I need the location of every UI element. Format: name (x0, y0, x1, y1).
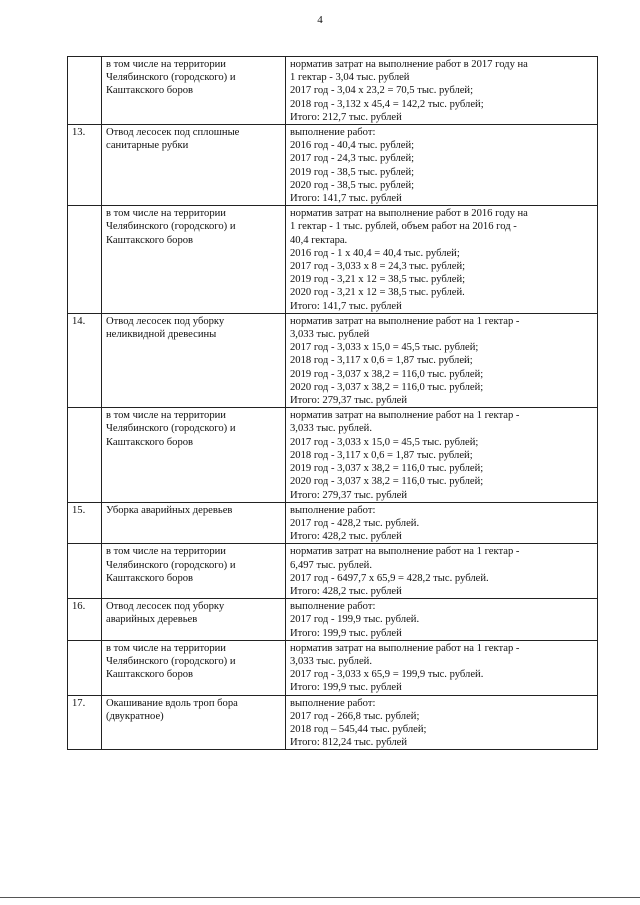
cost-calculation-line: 2019 год - 38,5 тыс. рублей; (290, 166, 415, 178)
measure-name-line: в том числе на территории (106, 410, 226, 422)
cost-calculation-line: Итого: 428,2 тыс. рублей (290, 531, 402, 543)
cost-calculation-line: 2018 год - 3,132 x 45,4 = 142,2 тыс. рублей; (290, 98, 484, 110)
cost-calculation (286, 599, 598, 641)
cost-calculation-line: 2016 год - 40,4 тыс. рублей; (290, 140, 415, 152)
table-row (68, 206, 598, 314)
measure-name-line: Отвод лесосек под сплошные (106, 127, 240, 139)
measure-name (102, 640, 286, 695)
cost-calculation-line: 2018 год – 545,44 тыс. рублей; (290, 723, 427, 735)
cost-calculation-line: 2019 год - 3,037 x 38,2 = 116,0 тыс. рублей; (290, 368, 484, 380)
cost-calculation-line: 2020 год - 3,037 x 38,2 = 116,0 тыс. рублей; (290, 381, 484, 393)
cost-calculation-line: 2018 год - 3,117 x 0,6 = 1,87 тыс. рублей; (290, 449, 473, 461)
cost-calculation-line: 2017 год - 199,9 тыс. рублей. (290, 614, 420, 626)
cost-calculation (286, 544, 598, 599)
measure-name-line: в том числе на территории (106, 642, 226, 654)
cost-calculation-line: норматив затрат на выполнение работ в 2017 году на (290, 59, 528, 70)
cost-calculation-line: 2020 год - 3,21 x 12 = 38,5 тыс. рублей. (290, 287, 465, 299)
row-number (68, 408, 102, 502)
table-row (68, 408, 598, 502)
measure-name (102, 599, 286, 641)
cost-calculation-line: 2016 год - 1 x 40,4 = 40,4 тыс. рублей; (290, 247, 460, 259)
table-body (68, 57, 598, 750)
measure-name-line: неликвидной древесины (106, 329, 217, 341)
cost-calculation-line: 2020 год - 38,5 тыс. рублей; (290, 179, 415, 191)
cost-calculation-line: 2017 год - 24,3 тыс. рублей; (290, 153, 415, 165)
cost-calculation-line: 2019 год - 3,037 x 38,2 = 116,0 тыс. рублей; (290, 463, 484, 475)
measure-name (102, 125, 286, 206)
measure-name (102, 502, 286, 544)
cost-calculation-line: норматив затрат на выполнение работ на 1 гектар - (290, 642, 520, 654)
cost-calculation-line: выполнение работ: (290, 697, 376, 709)
table-row (68, 640, 598, 695)
measure-name-line: Каштакского боров (106, 436, 194, 448)
cost-calculation-line: 1 гектар - 3,04 тыс. рублей (290, 72, 410, 84)
row-number: 15. (68, 502, 102, 544)
cost-calculation-line: 2017 год - 266,8 тыс. рублей; (290, 710, 420, 722)
cost-calculation-line: 1 гектар - 1 тыс. рублей, объем работ на 2016 год - (290, 221, 517, 233)
cost-calculation (286, 408, 598, 502)
cost-calculation-line: Итого: 428,2 тыс. рублей (290, 585, 402, 597)
cost-calculation-line: 40,4 гектара. (290, 234, 348, 246)
cost-calculation-line: Итого: 199,9 тыс. рублей (290, 682, 402, 694)
cost-calculation-line: 2020 год - 3,037 x 38,2 = 116,0 тыс. рублей; (290, 476, 484, 488)
cost-calculation-line: 2017 год - 6497,7 x 65,9 = 428,2 тыс. рублей. (290, 572, 489, 584)
cost-calculation-line: 3,033 тыс. рублей. (290, 655, 372, 667)
measure-name-line: Каштакского боров (106, 669, 194, 681)
table-row (68, 313, 598, 407)
cost-calculation (286, 125, 598, 206)
cost-calculation-line: Итого: 141,7 тыс. рублей (290, 300, 402, 312)
cost-calculation-line: 3,033 тыс. рублей. (290, 423, 372, 435)
cost-calculation-line: 2017 год - 428,2 тыс. рублей. (290, 517, 420, 529)
row-number: 13. (68, 125, 102, 206)
cost-calculation-line: выполнение работ: (290, 601, 376, 613)
measure-name-line: Каштакского боров (106, 234, 194, 246)
cost-calculation-line: 2017 год - 3,04 x 23,2 = 70,5 тыс. рублей; (290, 85, 474, 97)
measure-name-line: Челябинского (городского) и (106, 655, 236, 667)
measure-name-line: Отвод лесосек под уборку (106, 315, 225, 327)
cost-calculation-line: 6,497 тыс. рублей. (290, 559, 372, 571)
cost-calculation-line: выполнение работ: (290, 504, 376, 516)
measure-name-line: Окашивание вдоль троп бора (106, 697, 238, 709)
cost-calculation-line: Итого: 812,24 тыс. рублей (290, 737, 408, 749)
measure-name-line: в том числе на территории (106, 59, 226, 70)
table-row (68, 57, 598, 125)
measure-name (102, 544, 286, 599)
measure-name (102, 695, 286, 750)
page-number: 4 (317, 14, 323, 26)
measure-name (102, 313, 286, 407)
measure-name-line: Уборка аварийных деревьев (106, 504, 233, 516)
cost-calculation-line: Итого: 141,7 тыс. рублей (290, 193, 402, 205)
row-number (68, 206, 102, 314)
row-number (68, 57, 102, 125)
measure-name (102, 206, 286, 314)
cost-calculation-line: 2018 год - 3,117 x 0,6 = 1,87 тыс. рублей; (290, 355, 473, 367)
table-row (68, 544, 598, 599)
cost-calculation-line: 2017 год - 3,033 x 15,0 = 45,5 тыс. рублей; (290, 342, 479, 354)
cost-calculation (286, 57, 598, 125)
cost-calculation-line: Итого: 279,37 тыс. рублей (290, 489, 408, 501)
cost-calculation-line: Итого: 279,37 тыс. рублей (290, 395, 408, 407)
table-row (68, 502, 598, 544)
measure-name-line: аварийных деревьев (106, 614, 198, 626)
table-row (68, 125, 598, 206)
measure-name-line: в том числе на территории (106, 208, 226, 220)
measure-name-line: Каштакского боров (106, 85, 194, 97)
cost-calculation-line: норматив затрат на выполнение работ на 1 гектар - (290, 315, 520, 327)
cost-calculation (286, 206, 598, 314)
row-number: 17. (68, 695, 102, 750)
cost-calculation-line: 2017 год - 3,033 x 65,9 = 199,9 тыс. рублей. (290, 669, 484, 681)
measure-name-line: (двукратное) (106, 710, 164, 722)
bottom-rule (0, 897, 640, 898)
cost-calculation (286, 502, 598, 544)
cost-calculation-line: выполнение работ: (290, 127, 376, 139)
measure-name (102, 57, 286, 125)
measure-name-line: Челябинского (городского) и (106, 423, 236, 435)
table-row (68, 599, 598, 641)
cost-calculation (286, 695, 598, 750)
cost-calculation-line: 3,033 тыс. рублей (290, 329, 370, 341)
measure-name-line: Каштакского боров (106, 572, 194, 584)
cost-calculation-line: норматив затрат на выполнение работ в 2016 году на (290, 208, 528, 220)
row-number: 16. (68, 599, 102, 641)
measure-name-line: Челябинского (городского) и (106, 72, 236, 84)
cost-calculation-line: Итого: 199,9 тыс. рублей (290, 627, 402, 639)
measure-name-line: Отвод лесосек под уборку (106, 601, 225, 613)
measure-name-line: Челябинского (городского) и (106, 559, 236, 571)
row-number: 14. (68, 313, 102, 407)
measure-name-line: Челябинского (городского) и (106, 221, 236, 233)
table-row (68, 695, 598, 750)
row-number (68, 640, 102, 695)
measure-name-line: в том числе на территории (106, 546, 226, 558)
cost-calculation-line: 2019 год - 3,21 x 12 = 38,5 тыс. рублей; (290, 274, 466, 286)
cost-calculation (286, 640, 598, 695)
cost-calculation-line: 2017 год - 3,033 x 8 = 24,3 тыс. рублей; (290, 261, 466, 273)
measures-table (67, 56, 598, 750)
cost-calculation (286, 313, 598, 407)
measure-name (102, 408, 286, 502)
cost-calculation-line: 2017 год - 3,033 x 15,0 = 45,5 тыс. рублей; (290, 436, 479, 448)
cost-calculation-line: норматив затрат на выполнение работ на 1 гектар - (290, 410, 520, 422)
cost-calculation-line: Итого: 212,7 тыс. рублей (290, 111, 402, 123)
row-number (68, 544, 102, 599)
cost-calculation-line: норматив затрат на выполнение работ на 1 гектар - (290, 546, 520, 558)
measure-name-line: санитарные рубки (106, 140, 189, 152)
